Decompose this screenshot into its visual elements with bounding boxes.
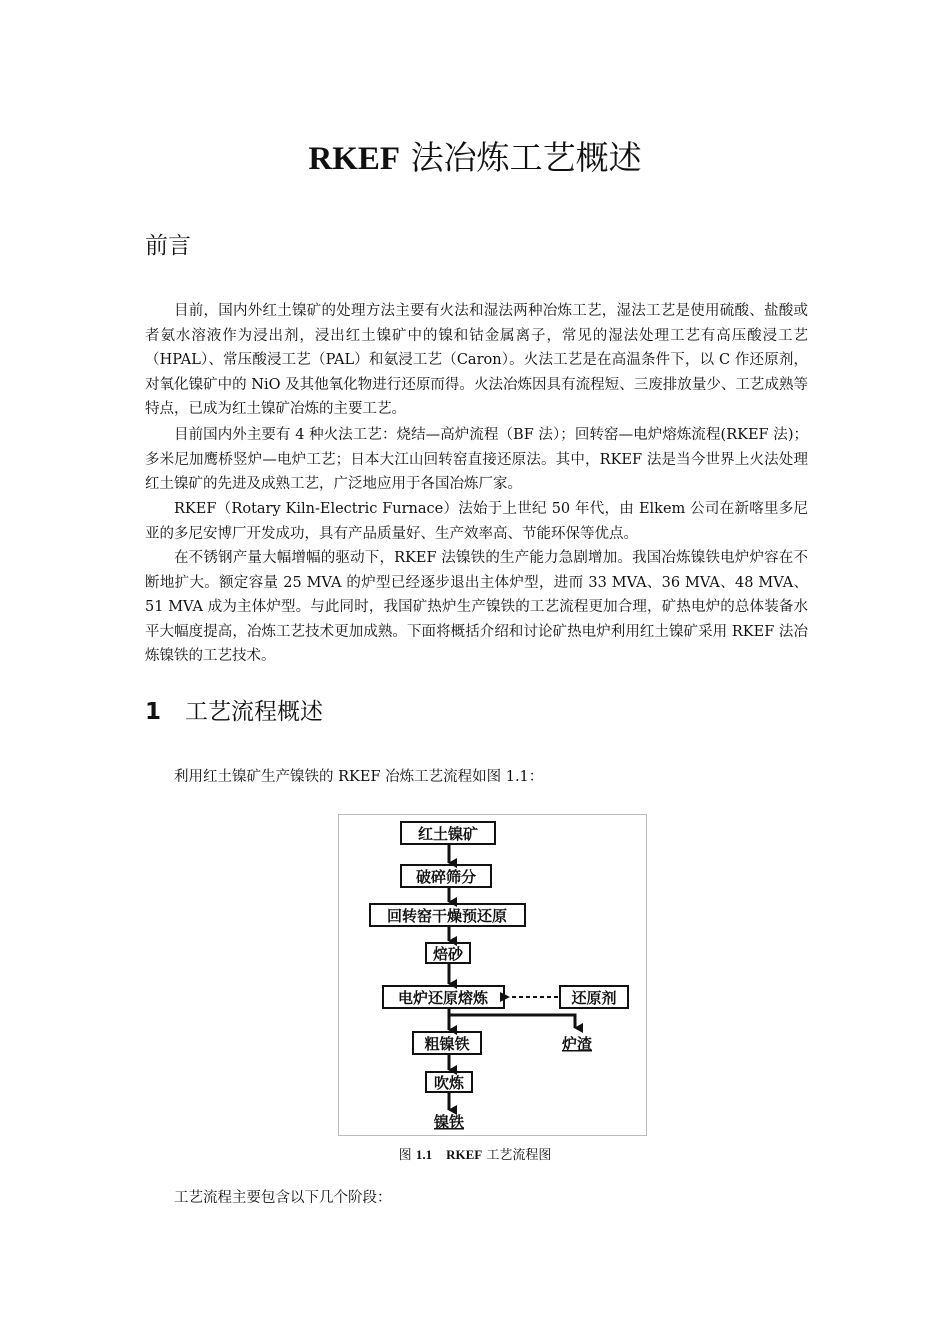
section-title: 工艺流程概述: [185, 699, 323, 725]
title-latin: RKEF: [308, 141, 401, 177]
section-1-heading: [145, 697, 323, 727]
caption-label: RKEF: [446, 1147, 483, 1162]
paragraph-4: 在不锈钢产量大幅增幅的驱动下，RKEF 法镍铁的生产能力急剧增加。我国冶炼镍铁电炉炉容在不断地扩大。额定容量 25 MVA 的炉型已经逐步退出主体炉型，进而 33 MVA、36 MVA、48 MVA、51 MVA 成为主体炉型。与此同时，我国矿热炉生产镍铁的工艺流程更加合理，矿热电炉的总体装备水平大幅度提高，冶炼工艺技术更加成熟。下面将概括介绍和讨论矿热电炉利用红土镍矿采用 RKEF 法冶炼镍铁的工艺技术。: [145, 550, 808, 665]
paragraph-1: 目前，国内外红土镍矿的处理方法主要有火法和湿法两种冶炼工艺，湿法工艺是使用硫酸、盐酸或者氨水溶液作为浸出剂，浸出红土镍矿中的镍和钴金属离子，常见的湿法处理工艺有高压酸浸工艺（HPAL）、常压酸浸工艺（PAL）和氨浸工艺（Caron）。火法工艺是在高温条件下，以 C 作还原剂，对氧化镍矿中的 NiO 及其他氧化物进行还原而得。火法冶炼因具有流程短、三废排放量少、工艺成熟等特点，已成为红土镍矿冶炼的主要工艺。: [145, 303, 808, 418]
intro-sentence: 利用红土镍矿生产镍铁的 RKEF 冶炼工艺流程如图 1.1：: [174, 769, 544, 785]
arrow-slag: [449, 1015, 575, 1028]
preface-heading: 前言: [145, 233, 191, 259]
flowchart-svg: [339, 815, 648, 1137]
paragraph-3: RKEF（Rotary Kiln-Electric Furnace）法始于上世纪 50 年代，由 Elkem 公司在新喀里多尼亚的多尼安博厂开发成功，具有产品质量好、生产效率高、节能环保等优点。: [145, 501, 808, 542]
caption-number: 1.1: [415, 1147, 433, 1162]
caption-prefix: 图: [398, 1148, 416, 1163]
node-slag: 炉渣: [561, 1035, 593, 1053]
title-rest: 法冶炼工艺概述: [400, 138, 642, 177]
node-calcine: 焙砂: [432, 945, 464, 963]
node-furnace: 电炉还原熔炼: [397, 989, 489, 1007]
node-kiln: 回转窑干燥预还原: [386, 907, 508, 925]
node-converting: 吹炼: [433, 1074, 465, 1092]
figure-caption: [0, 1144, 950, 1163]
node-laterite: 红土镍矿: [417, 825, 479, 843]
node-crushing: 破碎筛分: [415, 868, 477, 886]
flowchart-figure: [338, 814, 647, 1136]
node-crude-ferronickel: 粗镍铁: [424, 1035, 470, 1053]
paragraph-2: 目前国内外主要有 4 种火法工艺：烧结—高炉流程（BF 法）；回转窑—电炉熔炼流程(RKEF 法)；多米尼加鹰桥竖炉—电炉工艺；日本大江山回转窑直接还原法。其中，RKEF 法是当今世界上火法处理红土镍矿的先进及成熟工艺，广泛地应用于各国冶炼厂家。: [145, 427, 808, 493]
closing-sentence: 工艺流程主要包含以下几个阶段：: [174, 1190, 392, 1206]
node-reductant: 还原剂: [571, 989, 617, 1007]
section-number: 1: [145, 699, 162, 725]
node-ferronickel: 镍铁: [433, 1113, 465, 1131]
caption-text: 工艺流程图: [482, 1148, 552, 1163]
document-title: [0, 138, 950, 179]
